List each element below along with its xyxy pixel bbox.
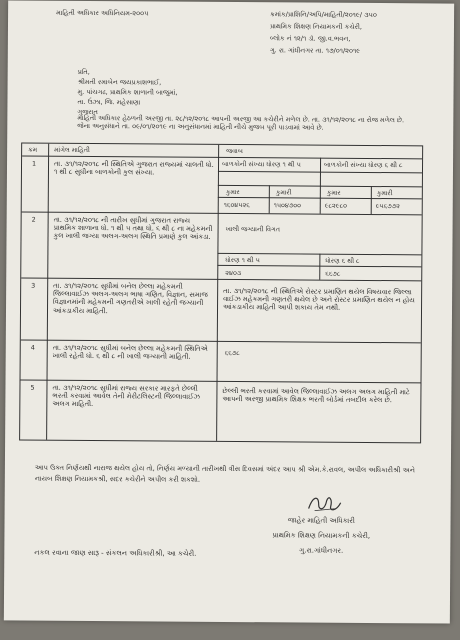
row-question: તા. ૩૧/૧૨/૨૦૧૮ ની સ્થિતિએ ગુજરાત રાજ્યમાં ચાલતી ધો. ૧ થી ૮ સુધીના બાળકોની કુલ સંખ્યા. [53,159,214,177]
reference-number: ક્રમાંક/પ્રાશિનિ/અપિ/માહિતી/૨૦૧૯/ ૩૫૦ [270,10,377,20]
answer-value: ૯૮૨૯૮૦ [324,201,347,210]
row-number: 1 [32,159,37,168]
answer-subhead: કુમાર [225,187,240,197]
signature-block [272,513,370,559]
row-answer: ૬૬૭૮ [224,348,240,358]
letter-page [4,0,454,623]
answer-subhead: કુમાર [326,188,341,197]
office-name: પ્રાથમિક શિક્ષણ નિયામકની કચેરી, [269,22,363,31]
letter-date: ગુ. રા. ગાંધીનગર તા. ૧૭/૦૧/૨૦૧૯ [269,46,361,55]
row-question: તા. ૩૧/૧૨/૨૦૧૮ સુધીમાં રાજ્ય સરકાર મારફતે છેલ્લી ભરતી કરવામાં આવેલ તેની મેરીટલિસ્ટની જિલ્લાવાઈઝ અલગ માહિતી. [52,383,200,409]
copy-note: નકલ રવાના જાણ સારૂ - સંકલન અધિકારીશ્રી, આ કચેરી. [34,548,197,558]
answer-head: બાળકોની સંખ્યા ધોરણ ૬ થી ૮ [324,160,403,170]
answer-head: ધોરણ ૧ થી ૫ [225,255,260,265]
answer-title: ખાલી જગ્યાની વિગત [225,224,280,234]
answer-head: ધોરણ ૬ થી ૮ [325,256,360,265]
column-header-answer: જવાબ [226,146,243,156]
answer-subhead: કુમારી [376,189,393,198]
address-line: તા. ઉંઝા, જિ. મહેસાણા [77,97,141,107]
office-address: બ્લોક નં ૧૨/૧ ડૉ. જી.વ.ભવન, [269,34,351,43]
officer-place: ગુ.રા.ગાંધીનગર. [299,546,344,555]
row-number: 2 [31,215,36,224]
answer-value: ૨૪૦૩ [225,268,242,278]
office-header [270,10,377,59]
officer-title: જાહેર માહિતી અધિકારી [287,516,355,525]
row-question: તા. ૩૧/૧૨/૨૦૧૮ ની તારીખ સુધીમાં ગુજરાત રાજ્ય પ્રાથમિક શાળાના ધો. ૧ થી ૫ તથા ધો. ૬ થી ૮ ના મહેકમની કુલ ખાલી જગ્યા અલગ-અલગ સ્થિતિ પ્રમાણે કુલ આંકડા. [53,215,213,242]
row-answer: તા. ૩૧/૧૨/૨૦૧૮ ની સ્થિતિએ રોસ્ટર પ્રમાણિત થયેલ વિષયવાર જિલ્લા વાઈઝ મહેકમની ગણતરી થયેલ છે અને રોસ્ટર પ્રમાણિત થયેલ ન હોય આંકડાકીય માહિતી આપી શકાય તેમ નથી. [223,286,415,313]
column-header-question: માંગેલ માહિતી [54,145,90,155]
address-line: શ્રીમતી રમાબેન જયપ્રકાશભાઈ, [77,77,162,87]
column-header-no: ક્રમ [28,145,38,154]
row-number: 3 [31,281,36,290]
answer-head: બાળકોની સંખ્યા ધોરણ ૧ થી ૫ [222,159,301,169]
row-number: 5 [30,383,35,392]
address-line: પ્રતિ, [77,67,90,77]
address-line: ગુજરાત [77,107,98,117]
answer-value: ૧૬૦૪૫૨૬ [223,200,250,210]
handwritten-signature [305,493,345,515]
information-table [19,143,423,444]
subject-paragraph: માહિતી અધિકાર હેઠળની અરજી તા. ૨૮/૧૨/૨૦૧૮ આપની અરજી આ કચેરીને મળેલ છે. તા. ૩૧/૧૨/૨૦૧૮ ના રોજ મળેલ છે. જેના અનુસંધાને તા. ૦૯/૦૧/૨૦૧૯ ના અનુસંધાનમાં માહિતી નીચે મુજબ પૂરી પાડવામાં આવે છે. [77,113,405,133]
row-question: તા. ૩૧/૧૨/૨૦૧૮ સુધીમાં બનેલ છેલ્લા મહેકમની સ્થિતિએ ખાલી રહેતી ધો. ૬ થી ૮ ની ખાલી જગ્યાની માહિતી. [52,343,208,361]
row-number: 4 [30,343,35,352]
officer-office: પ્રાથમિક શિક્ષણ નિયામકની કચેરી, [272,531,371,540]
row-answer: છેલ્લી ભરતી કરવામાં આવેલ જિલ્લાવાઈઝ અલગ અલગ માહિતી માટે આપની અરજી પ્રાથમિક શિક્ષક ભરતી બોર્ડમાં તબદીલ કરેલ છે. [222,386,410,405]
answer-value: ૧૫૦૪૭૦૦ [273,201,302,210]
act-header: માહિતી અધિકાર અધિનિયમ-૨૦૦૫ [56,8,149,18]
answer-value: ૬૬૭૮ [325,269,341,278]
appeal-paragraph: આપ ઉક્ત નિર્ણયથી નારાજ થયેલ હોય તો, નિર્ણય મળ્યાની તારીખથી ત્રીસ દિવસમાં અંદર આપ શ્રી એમ.કે.રાવલ, અપીલ અધિકારીશ્રી અને નાયબ શિક્ષણ નિયામકશ્રી, સદર કચેરીને અપીલ કરી શકશો. [34,463,415,484]
answer-subhead: કુમારી [275,188,292,197]
address-line: મુ. પાંચગઢ, પ્રાથમિક શાળાની બાજુમાં, [77,87,178,97]
answer-value: ૯૫૬૭૭૨ [375,202,400,211]
row-question: તા. ૩૧/૧૨/૨૦૧૮ સુધીમાં બનેલ છેલ્લા મહેકમની જિલ્લાવાઈઝ અલગ-અલગ ભાષા ગણિત, વિજ્ઞાન, સમાજ વિજ્ઞાનમાંની મહેકમની ગણતરીએ ખાલી રહેતી જગ્યાની આંકડાકીય માહિતી. [52,281,208,315]
recipient-address [77,67,177,118]
